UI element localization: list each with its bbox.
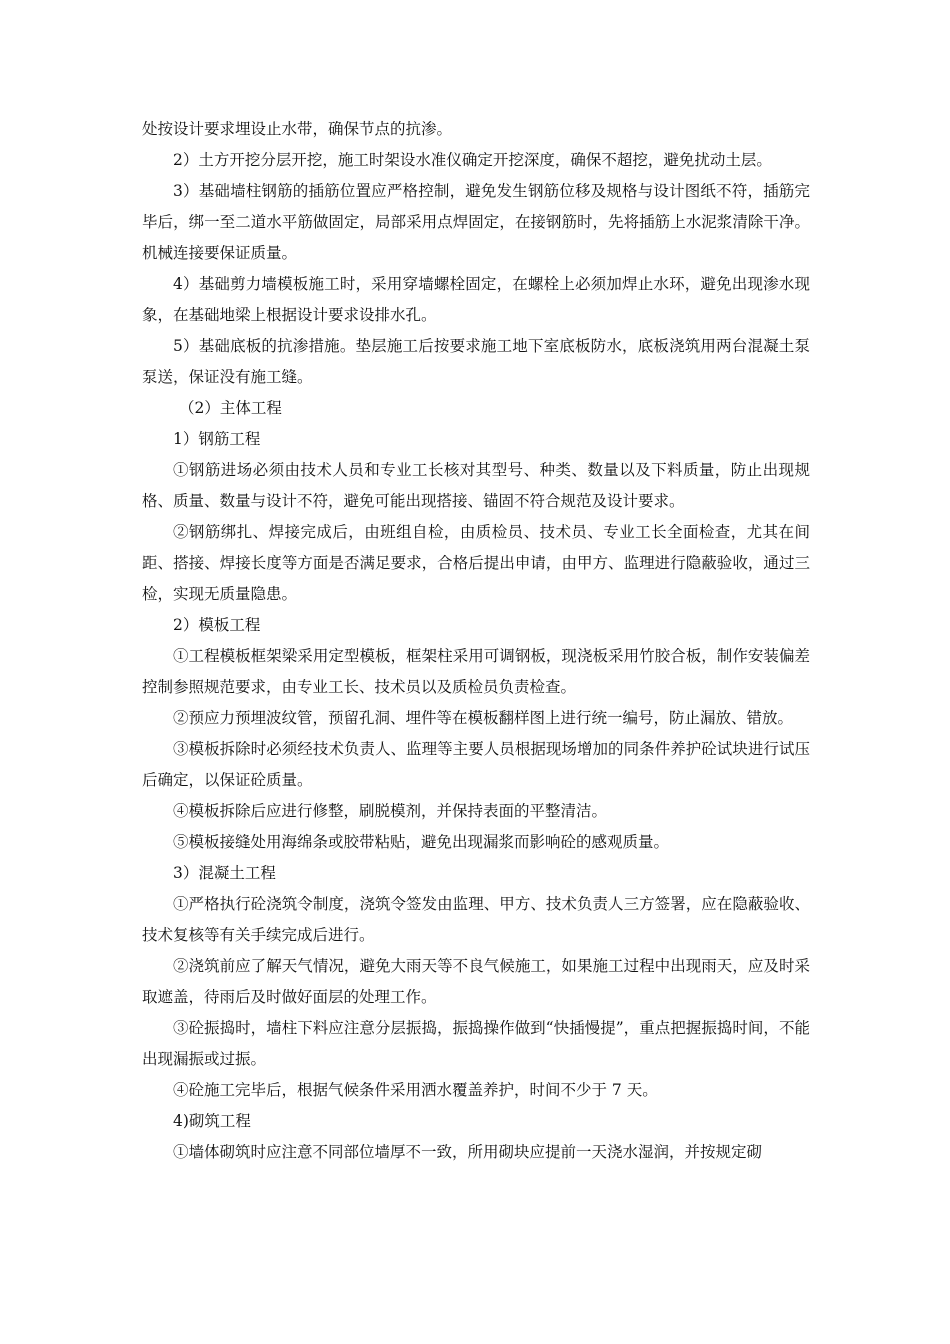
paragraph-base-slab-seepage: 5）基础底板的抗渗措施。垫层施工后按要求施工地下室底板防水，底板浇筑用两台混凝土泵泵送，保证没有施工缝。	[142, 337, 810, 386]
paragraph-formwork-joints: ⑤模板接缝处用海绵条或胶带粘贴，避免出现漏浆而影响砼的感观质量。	[173, 833, 670, 851]
paragraph-continuation: 处按设计要求埋设止水带，确保节点的抗渗。	[142, 120, 453, 138]
paragraph-formwork-removal: ③模板拆除时必须经技术负责人、监理等主要人员根据现场增加的同条件养护砼试块进行试压后确定，以保证砼质量。	[142, 740, 810, 789]
paragraph-rebar-binding-check: ②钢筋绑扎、焊接完成后，由班组自检，由质检员、技术员、专业工长全面检查，尤其在间距、搭接、焊接长度等方面是否满足要求，合格后提出申请，由甲方、监理进行隐蔽验收，通过三检，实现无质量隐患。	[142, 523, 810, 603]
subheading-masonry-work: 4)砌筑工程	[173, 1112, 251, 1130]
subheading-concrete-work: 3）混凝土工程	[173, 864, 276, 882]
paragraph-weather: ②浇筑前应了解天气情况，避免大雨天等不良气候施工，如果施工过程中出现雨天，应及时采取遮盖，待雨后及时做好面层的处理工作。	[142, 957, 810, 1006]
paragraph-pour-order: ①严格执行砼浇筑令制度，浇筑令签发由监理、甲方、技术负责人三方签署，应在隐蔽验收、技术复核等有关手续完成后进行。	[142, 895, 810, 944]
paragraph-formwork-trimming: ④模板拆除后应进行修整，刷脱模剂，并保持表面的平整清洁。	[173, 802, 608, 820]
paragraph-formwork-types: ①工程模板框架梁采用定型模板，框架柱采用可调钢板，现浇板采用竹胶合板，制作安装偏差控制参照规范要求，由专业工长、技术员以及质检员负责检查。	[142, 647, 810, 696]
paragraph-rebar-inspection: ①钢筋进场必须由技术人员和专业工长核对其型号、种类、数量以及下料质量，防止出现规格、质量、数量与设计不符，避免可能出现搭接、锚固不符合规范及设计要求。	[142, 461, 810, 510]
paragraph-shear-wall-formwork: 4）基础剪力墙模板施工时，采用穿墙螺栓固定，在螺栓上必须加焊止水环，避免出现渗水现象，在基础地梁上根据设计要求设排水孔。	[142, 275, 810, 324]
paragraph-masonry-wall: ①墙体砌筑时应注意不同部位墙厚不一致，所用砌块应提前一天浇水湿润，并按规定砌	[173, 1143, 763, 1161]
paragraph-prestress-ducts: ②预应力预埋波纹管，预留孔洞、埋件等在模板翻样图上进行统一编号，防止漏放、错放。	[173, 709, 794, 727]
document-body	[142, 114, 810, 1168]
section-heading-main-structure: （2）主体工程	[179, 399, 282, 417]
subheading-formwork: 2）模板工程	[173, 616, 261, 634]
subheading-rebar-work: 1）钢筋工程	[173, 430, 261, 448]
paragraph-vibration: ③砼振捣时，墙柱下料应注意分层振捣，振捣操作做到“快插慢提”，重点把握振捣时间，不能出现漏振或过振。	[142, 1019, 810, 1068]
paragraph-earthwork-excavation: 2）土方开挖分层开挖，施工时架设水准仪确定开挖深度，确保不超挖，避免扰动土层。	[173, 151, 772, 169]
paragraph-curing: ④砼施工完毕后，根据气候条件采用洒水覆盖养护，时间不少于 7 天。	[173, 1081, 658, 1099]
paragraph-foundation-rebar: 3）基础墙柱钢筋的插筋位置应严格控制，避免发生钢筋位移及规格与设计图纸不符，插筋完毕后，绑一至二道水平筋做固定，局部采用点焊固定，在接钢筋时，先将插筋上水泥浆清除干净。机械连接要保证质量。	[142, 182, 810, 262]
